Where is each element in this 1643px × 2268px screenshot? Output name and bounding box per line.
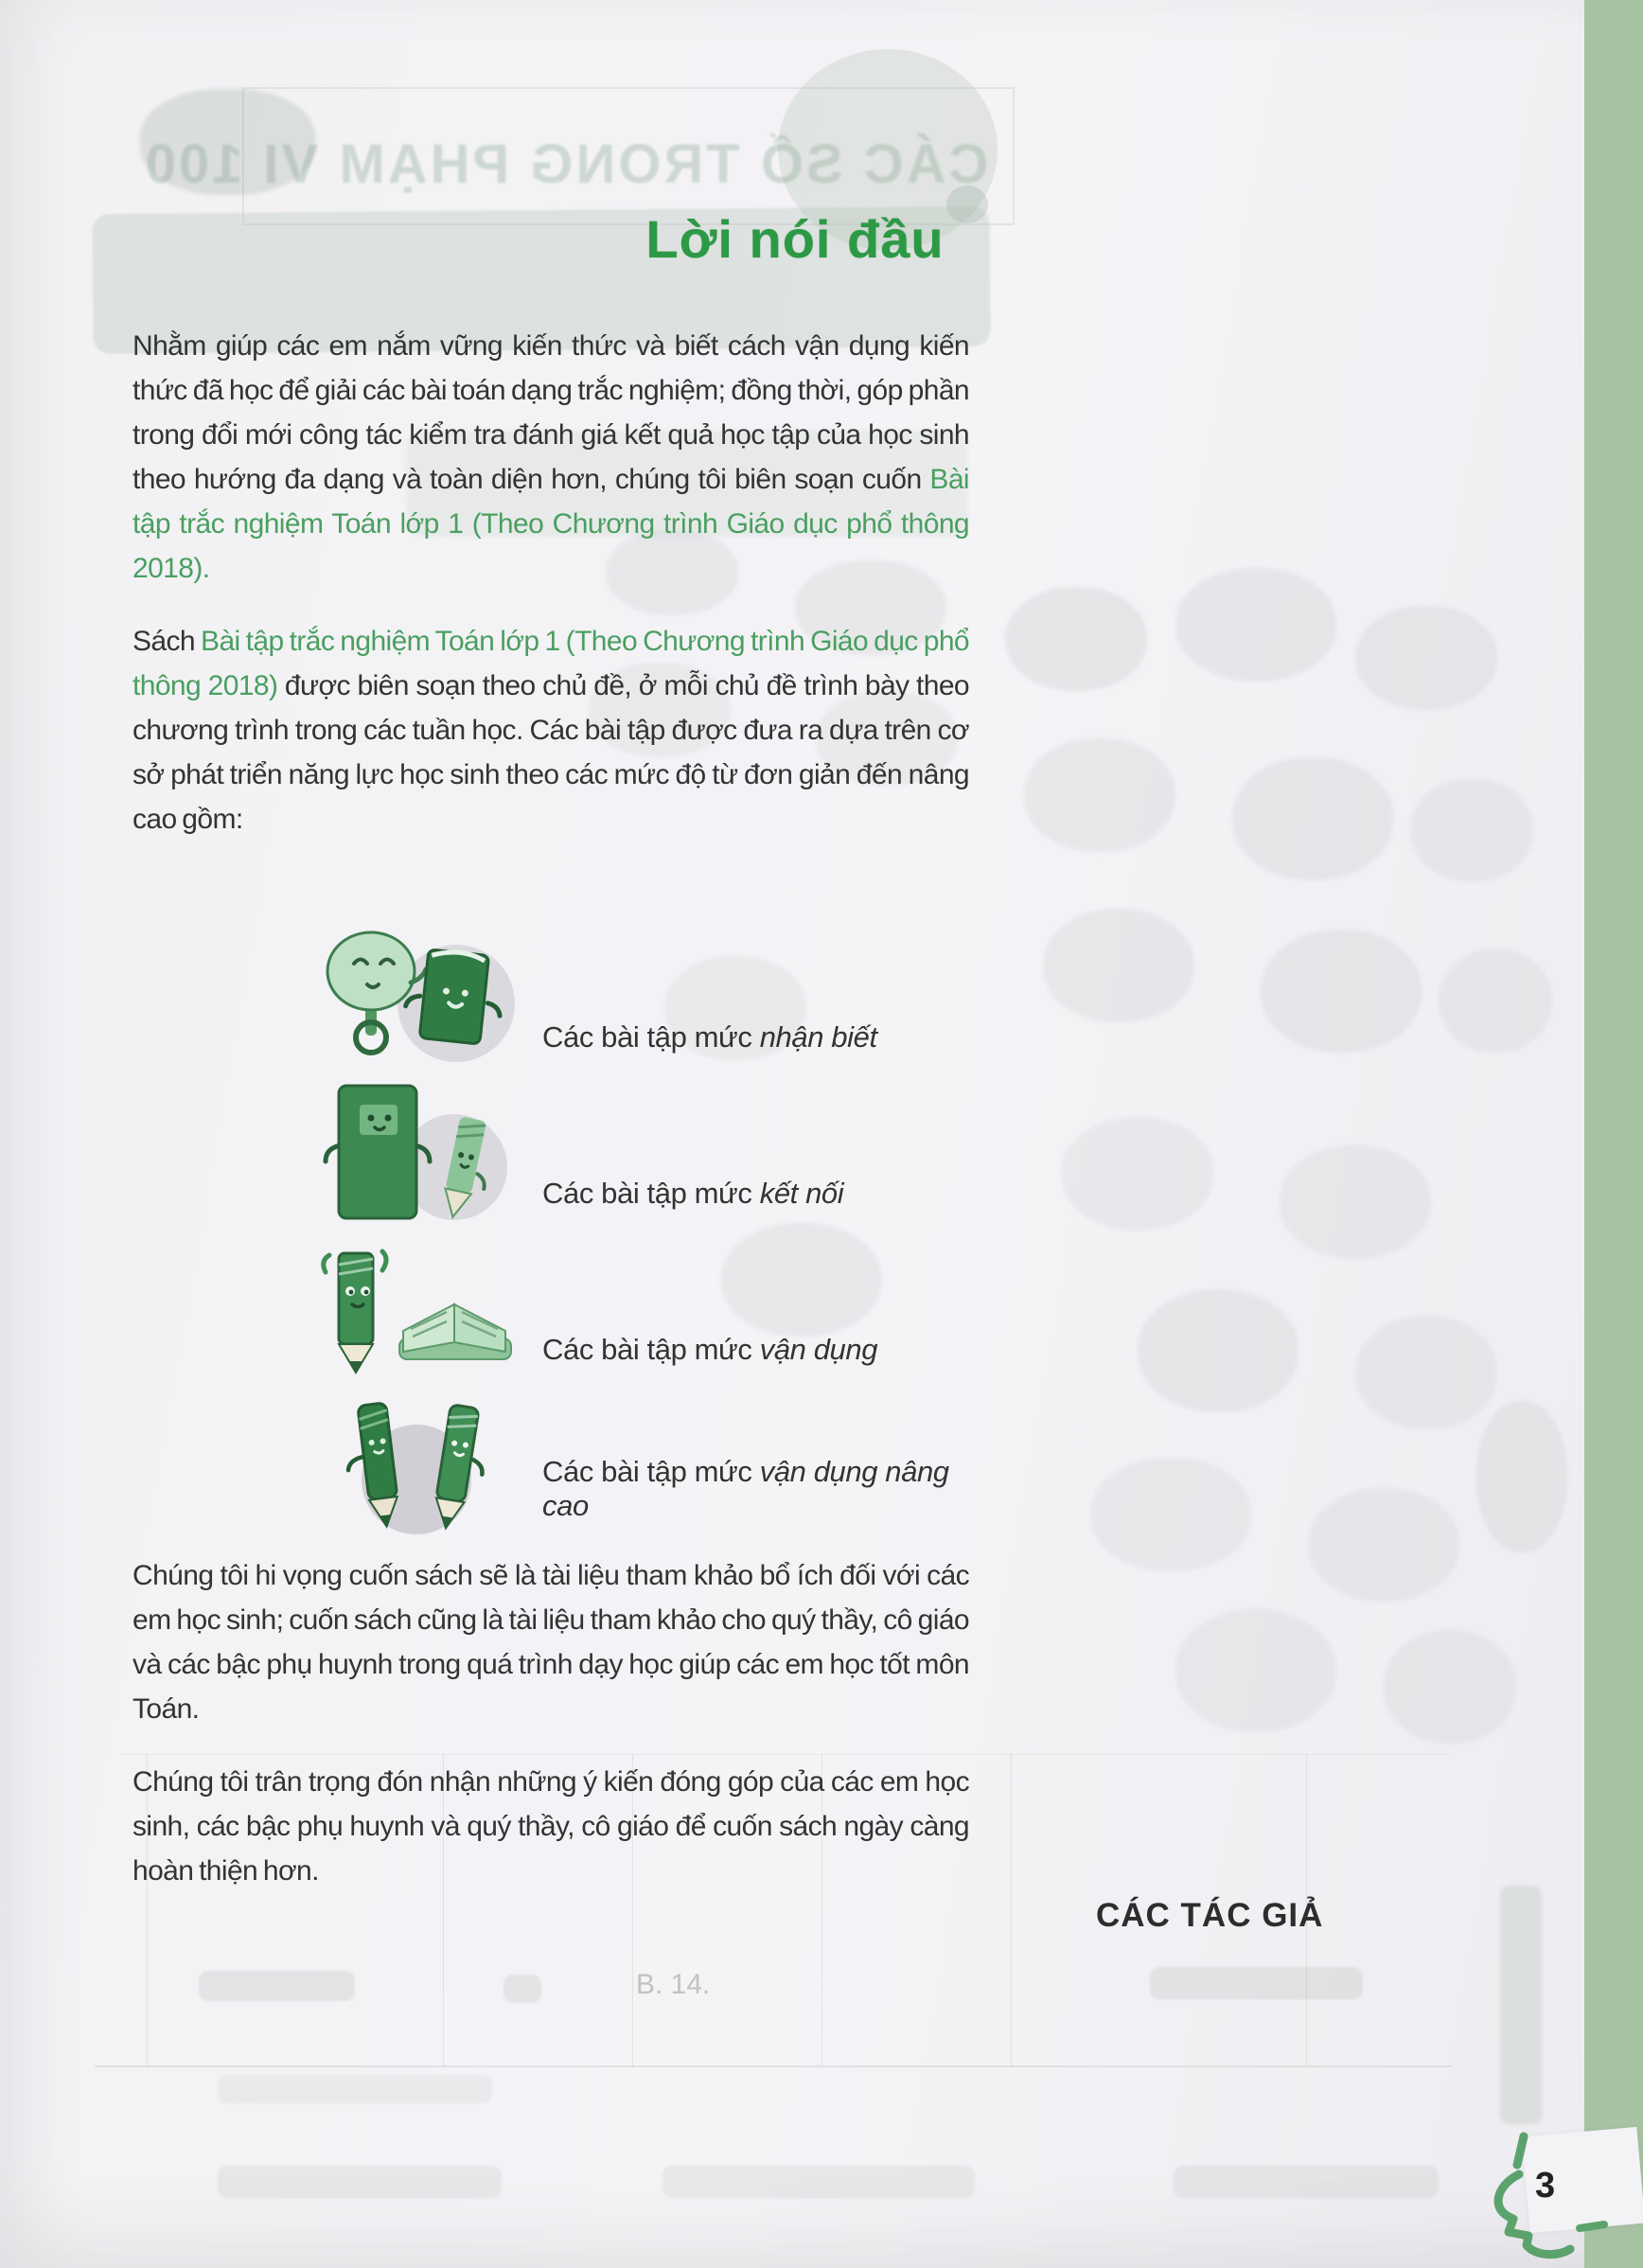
- bleed-blob: [1384, 1630, 1516, 1744]
- bleed-blob: [1476, 1401, 1567, 1552]
- paragraph-structure: [132, 619, 969, 842]
- book-title-green: Bài tập trắc nghiệm Toán lớp 1 (Theo Chương trình Giáo dục phổ thông 2018).: [132, 464, 969, 584]
- bleed-blob: [1024, 738, 1175, 852]
- page-edge-band: [1584, 0, 1643, 2268]
- bleed-blob: [1005, 587, 1147, 691]
- authors-signoff: CÁC TÁC GIẢ: [1096, 1897, 1324, 1934]
- bleed-blob: [1175, 568, 1336, 682]
- bleed-blob: [1308, 1488, 1459, 1602]
- bleed-blob: [1280, 1145, 1431, 1259]
- level-item-nhan-biet: [132, 912, 969, 1068]
- bleed-blob: [1355, 1316, 1497, 1429]
- level-label: Các bài tập mức nhận biết: [542, 1020, 877, 1054]
- bleed-blob: [1090, 1458, 1251, 1571]
- level-list: [132, 912, 969, 1536]
- pencil-right: [432, 1405, 492, 1533]
- level-item-ket-noi: [132, 1068, 969, 1224]
- bleed-blob: [1043, 909, 1194, 1022]
- magnifier-book-icon: [312, 924, 535, 1068]
- bleed-blob: [1232, 757, 1393, 880]
- pencil-open-book-icon: [312, 1236, 535, 1380]
- level-label: Các bài tập mức kết nối: [542, 1177, 844, 1210]
- bleed-blob: [1439, 948, 1552, 1053]
- bleed-table-line: [95, 2065, 1453, 2067]
- bleed-table-line: [1011, 1754, 1012, 2066]
- open-book: [399, 1304, 511, 1359]
- bleed-table-fragment: B. 14.: [636, 1969, 711, 2000]
- bleed-blob: [1410, 778, 1533, 882]
- level-label: Các bài tập mức vận dụng: [542, 1333, 878, 1366]
- paragraph-intro: [132, 324, 969, 591]
- bleed-corner-blob: [140, 89, 315, 195]
- bleed-mirrored-heading: CÁC SỐ TRONG PHẠM VI 100: [142, 133, 989, 195]
- bleed-blob: [1062, 1117, 1213, 1231]
- paragraph-lead: Sách: [132, 626, 195, 657]
- level-item-van-dung-nang-cao: [132, 1380, 969, 1536]
- text-column: [132, 295, 969, 1922]
- paragraph-structure-text: được biên soạn theo chủ đề, ở mỗi chủ đề trình bày theo chương trình trong các tuần học. Các bài tập được đưa ra dựa trên cơ sở phát triển năng lực học sinh theo các mức độ từ đơn giản đến nâng cao gồm:: [132, 670, 969, 835]
- book-title-green: Bài tập trắc nghiệm Toán lớp 1 (Theo Chương trình Giáo dục phổ thông 2018): [132, 626, 969, 701]
- bleed-blob: [1138, 1289, 1298, 1412]
- tall-book-character: [326, 1086, 430, 1218]
- page-title: Lời nói đầu: [645, 208, 945, 269]
- bleed-blob: [1355, 606, 1497, 710]
- book-pencil-icon: [312, 1080, 535, 1224]
- page-number: 3: [1535, 2166, 1556, 2206]
- bleed-table-outline: [242, 87, 1015, 225]
- bleed-blob: [1261, 930, 1422, 1053]
- bleed-pencil: [1500, 1886, 1542, 2124]
- pencil-left: [341, 1403, 400, 1531]
- level-label: Các bài tập mức vận dụng nâng cao: [542, 1455, 949, 1522]
- level-item-van-dung: [132, 1224, 969, 1380]
- pencil-character: [324, 1251, 386, 1373]
- paragraph-intro-text: Nhằm giúp các em nắm vững kiến thức và biết cách vận dụng kiến thức đã học để giải các bài toán dạng trắc nghiệm; đồng thời, góp phần trong đổi mới công tác kiểm tra đánh giá kết quả học tập của học sinh theo hướng đa dạng và toàn diện hơn, chúng tôi biên soạn cuốn: [132, 330, 969, 495]
- bleed-blob: [1175, 1609, 1336, 1732]
- two-pencils-icon: [312, 1392, 535, 1536]
- paragraph-hope: Chúng tôi hi vọng cuốn sách sẽ là tài liệu tham khảo bổ ích đối với các em học sinh; cuốn sách cũng là tài liệu tham khảo cho quý thầy, cô giáo và các bậc phụ huynh trong quá trình dạy học giúp các em học tốt môn Toán.: [132, 1560, 969, 1725]
- paragraph-feedback: Chúng tôi trân trọng đón nhận những ý kiến đóng góp của các em học sinh, các bậc phụ huynh và quý thầy, cô giáo để cuốn sách ngày càng hoàn thiện hơn.: [132, 1766, 969, 1887]
